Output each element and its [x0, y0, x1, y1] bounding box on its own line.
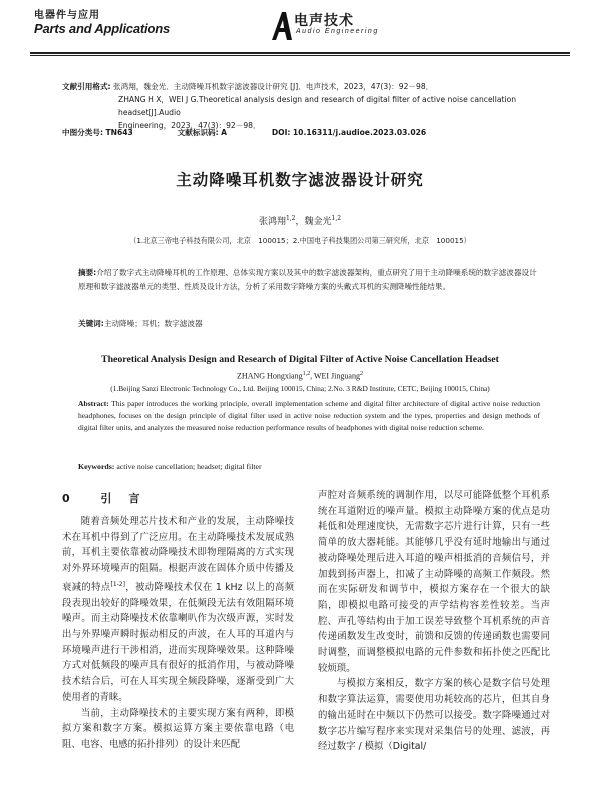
author-1-sup: 1,2	[285, 215, 296, 222]
section-heading	[62, 490, 142, 506]
keywords-en-label: Keywords:	[78, 462, 115, 471]
author-2-sup: 1,2	[331, 215, 342, 222]
keywords-en	[78, 462, 540, 471]
paper-title-en: Theoretical Analysis Design and Research of Digital Filter of Active Noise Cancellation Headset	[101, 354, 499, 365]
journal-logo	[270, 10, 390, 46]
citation-ref: [1-2]	[110, 580, 125, 588]
citation-cn-text: 张鸿翔，魏金光．主动降噪耳机数字滤波器设计研究 [J]．电声技术，2023，47(3)：92－98．	[113, 82, 434, 91]
author-en-1-sup: 1,2	[302, 371, 311, 377]
cls-value: TN643	[105, 128, 133, 137]
doc-value: A	[221, 128, 227, 137]
authors	[0, 214, 600, 227]
affiliation: （1.北京三帝电子科技有限公司，北京 100015；2.中国电子科技集团公司第三研究所，北京 100015）	[129, 236, 471, 245]
doi-value: 10.16311/j.audioe.2023.03.026	[292, 128, 427, 137]
keywords-en-text: active noise cancellation; headset; digital filter	[116, 462, 262, 471]
keywords-cn	[78, 318, 538, 329]
abstract-en-text: This paper introduces the working principle, overall implementation scheme and digital filter architecture of digital active noise reduction headphones, focuses on the design principle of digital filter used in active noise reduction system and the types, properties and design methods of digital filter units, and analyzes the measured noise reduction performance results of headphones with digital noise reduction scheme.	[78, 399, 541, 432]
author-en-2: , WEI Jinguang	[310, 371, 360, 381]
classification-line	[62, 126, 552, 139]
logo-text-cn: 电声技术	[294, 13, 354, 29]
abstract-text: 介绍了数字式主动降噪耳机的工作原理、总体实现方案以及其中的数字滤波器架构，重点研究了用于主动降噪系统的数字滤波器设计原理和数字滤波器单元的类型、性质及设计方法，分析了采用数字降噪方案的头戴式耳机的实测降噪性能结果。	[78, 268, 537, 291]
doc-label: 文献标识码:	[177, 128, 219, 137]
cls-label: 中图分类号:	[62, 128, 104, 137]
header-rule-thin	[30, 55, 570, 56]
citation-en-line1: ZHANG H X，WEI J G.Theoretical analysis design and research of digital filter of active noise cancellation headset[J].Audio	[118, 95, 517, 117]
paragraph-text: 随着音频处理芯片技术和产业的发展，主动降噪技术在耳机中得到了广泛应用。在主动降噪技术发展成熟前，耳机主要依靠被动降噪技术即物理隔离的方式实现对外界环境噪声的阻隔。根据声波在固体介质中传播及衰减的特点	[62, 516, 294, 593]
keywords-label: 关键词:	[78, 319, 104, 328]
author-2: ，魏金光	[295, 217, 332, 227]
abstract-cn	[78, 266, 538, 294]
authors-en	[0, 371, 600, 381]
author-en-1: ZHANG Hongxiang	[237, 371, 303, 381]
abstract-en-label: Abstract:	[78, 399, 109, 408]
logo-a-icon	[270, 10, 294, 42]
citation-en-line2: Engineering，2023，47(3)：92－98．	[118, 121, 261, 130]
header-rule	[30, 52, 570, 54]
journal-name-cn: 电器件与应用	[34, 10, 100, 21]
logo-text-en: Audio Engineering	[296, 28, 379, 35]
abstract-label: 摘要:	[78, 268, 97, 277]
paragraph	[62, 514, 294, 706]
paragraph-text-cont: ，被动降噪技术仅在 1 kHz 以上的高频段表现出较好的降噪效果，在低频段无法有效阻隔环境噪声。而主动降噪技术依靠喇叭作为次级声源，实时发出与外界噪声瞬时振动相反的声波，在人耳的耳道内与环境噪声进行干涉相消，进而实现降噪效果。这种降噪方式对低频段的噪声具有很好的抵消作用，与被动降噪技术结合后，可在人耳实现全频段降噪，逐渐受到广大使用者的青睐。	[62, 581, 294, 703]
author-en-2-sup: 2	[359, 371, 363, 377]
author-1: 张鸿翔	[258, 217, 286, 227]
affiliation-en: (1.Beijing Sanzi Electronic Technology Co., Ltd. Beijing 100015, China; 2.No. 3 R&D Institute, CETC, Beijing 100015, China)	[110, 384, 490, 393]
citation-block	[62, 80, 552, 132]
journal-name-en: Parts and Applications	[34, 21, 170, 36]
journal-header	[34, 6, 170, 36]
paragraph: 声腔对音频系统的调制作用，以尽可能降低整个耳机系统在耳道附近的噪声量。模拟主动降噪方案的优点是功耗低和处理速度快，无需数字芯片进行计算，只有一些简单的放大器耗能。其能够几乎没有延时地输出与通过被动降噪处理后进入耳道的噪声相抵消的音频信号，并加载到扬声器上，扣减了主动降噪的高频工作频段。然而在实际研发和调节中，模拟方案存在一个很大的缺陷，即模拟电路可接受的声学结构容差性较差。当声腔、声孔等结构由于加工误差导致整个耳机系统的声音传递函数发生改变时，前馈和反馈的传递函数也需要同时调整，而调整模拟电路的元件参数和拓扑使之匹配比较烦琐。	[318, 490, 550, 674]
keywords-text: 主动降噪；耳机；数字滤波器	[103, 319, 203, 328]
section-title: 引 言	[100, 492, 143, 505]
body-column-right	[318, 488, 550, 755]
body-column-left	[62, 514, 294, 753]
paper-title: 主动降噪耳机数字滤波器设计研究	[176, 171, 424, 189]
doi-label: DOI:	[271, 128, 291, 137]
section-number: 0	[62, 492, 73, 505]
citation-label: 文献引用格式:	[62, 82, 111, 91]
abstract-en	[78, 398, 540, 434]
citation-cn	[62, 80, 552, 93]
paragraph: 当前，主动降噪技术的主要实现方案有两种，即模拟方案和数字方案。模拟运算方案主要依靠电路（电阻、电容、电感的拓扑排列）的设计来匹配	[62, 707, 294, 750]
paragraph: 与模拟方案相反，数字方案的核心是数字信号处理和数字算法运算，需要使用功耗较高的芯片，但其自身的输出延时在中频以下仍然可以接受。数字降噪通过对数字芯片编写程序来实现对采集信号的处理、滤波，再经过数字 / 模拟（Digital/	[318, 678, 550, 753]
